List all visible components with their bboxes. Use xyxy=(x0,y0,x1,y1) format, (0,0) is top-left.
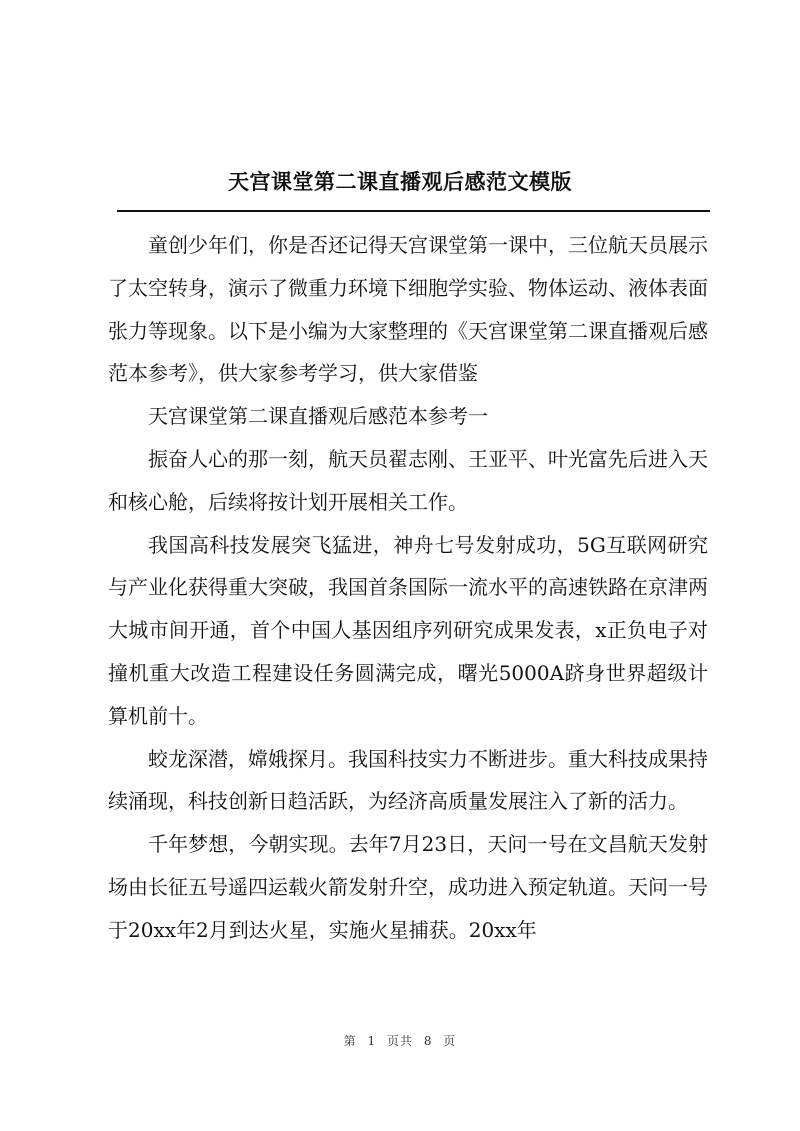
document-body xyxy=(108,224,708,952)
footer-suffix: 页 xyxy=(443,1034,457,1048)
footer-total-pages: 8 xyxy=(423,1034,433,1048)
paragraph: 蛟龙深潜，嫦娥探月。我国科技实力不断进步。重大科技成果持续涌现，科技创新日趋活跃，为经济高质量发展注入了新的活力。 xyxy=(108,746,708,814)
footer-prefix: 第 xyxy=(343,1034,357,1048)
title-divider xyxy=(117,210,710,212)
paragraph: 我国高科技发展突飞猛进，神舟七号发射成功，5G互联网研究与产业化获得重大突破，我国首条国际一流水平的高速铁路在京津两大城市间开通，首个中国人基因组序列研究成果发表，x正负电子对撞机重大改造工程建设任务圆满完成，曙光5000A跻身世界超级计算机前十。 xyxy=(108,532,708,728)
paragraph-intro: 童创少年们，你是否还记得天宫课堂第一课中，三位航天员展示了太空转身，演示了微重力环境下细胞学实验、物体运动、液体表面张力等现象。以下是小编为大家整理的《天宫课堂第二课直播观后感范本参考》，供大家参考学习，供大家借鉴 xyxy=(108,233,708,386)
paragraph: 振奋人心的那一刻，航天员翟志刚、王亚平、叶光富先后进入天和核心舱，后续将按计划开展相关工作。 xyxy=(108,446,708,514)
paragraph-section-heading: 天宫课堂第二课直播观后感范本参考一 xyxy=(148,404,488,429)
page-footer xyxy=(0,1032,800,1049)
paragraph: 千年梦想，今朝实现。去年7月23日，天问一号在文昌航天发射场由长征五号遥四运载火箭发射升空，成功进入预定轨道。天问一号于20xx年2月到达火星，实施火星捕获。20xx年 xyxy=(108,832,708,942)
footer-current-page: 1 xyxy=(367,1034,377,1048)
document-title: 天宫课堂第二课直播观后感范文模版 xyxy=(228,169,572,194)
footer-middle: 页共 xyxy=(386,1034,413,1048)
